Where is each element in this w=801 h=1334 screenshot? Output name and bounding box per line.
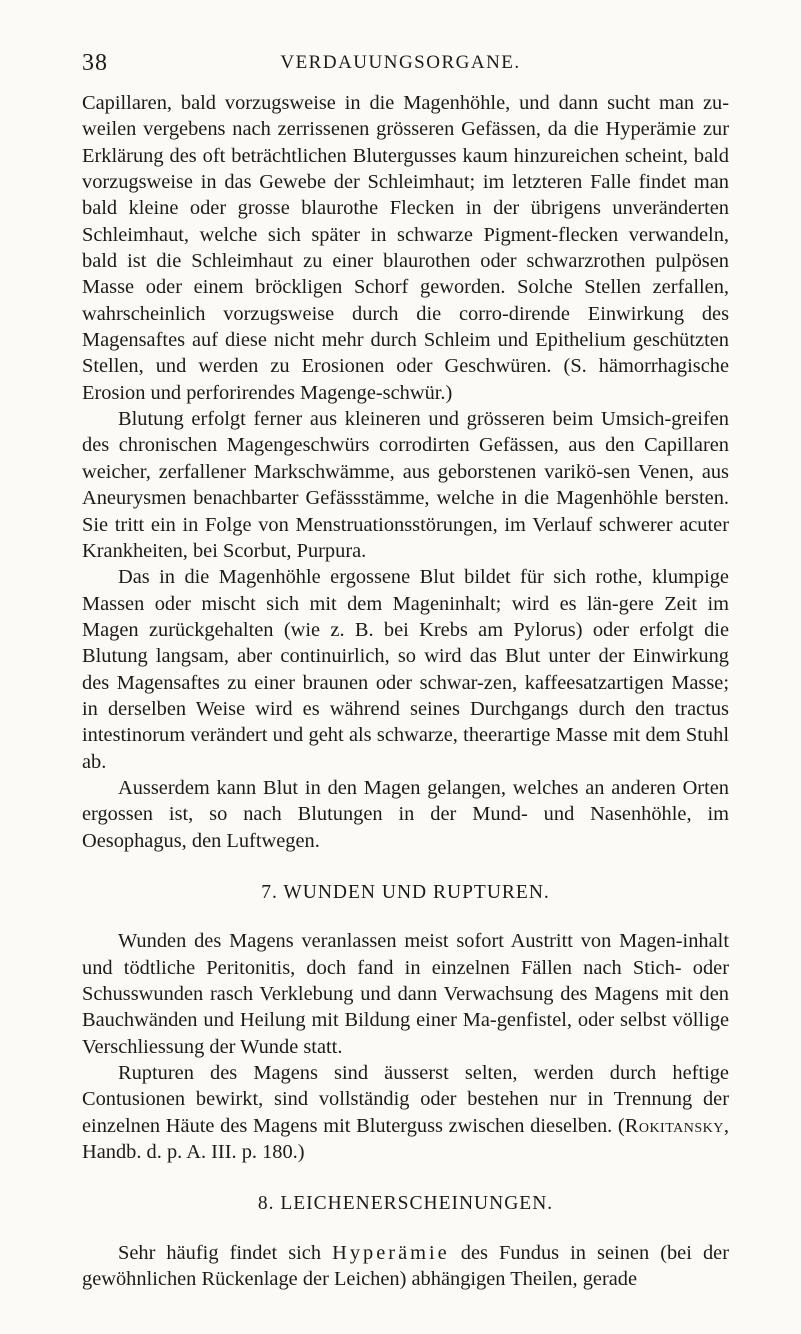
paragraph-ergossenes-blut: Das in die Magenhöhle ergossene Blut bildet für sich rothe, klumpige Massen oder mischt sich mit dem Mageninhalt; wird es län-gere Zeit im Magen zurückgehalten (wie z. B. bei Krebs am Pylorus) oder erfolgt die Blutung langsam, aber continuirlich, so wird das Blut unter der Einwirkung des Magensaftes zu einer braunen oder schwar-zen, kaffeesatzartigen Masse; in derselben Weise wird es während seines Durchgangs durch den tractus intestinorum verändert und geht als schwarze, theerartige Masse mit dem Stuhl ab. [82,566,729,773]
page-body [82,90,729,1292]
paragraph-hyperaemie [82,1240,729,1293]
page-number: 38 [82,50,108,76]
running-title: VERDAUUNGSORGANE. [280,52,521,73]
section-heading-leichenerscheinungen: 8. LEICHENERSCHEINUNGEN. [257,1193,554,1215]
author-name: Rokitansky [624,1114,724,1137]
hyperaemie-rest: des Fundus in seinen (bei der gewöhnlichen Rückenlage der Leichen) abhängigen Theilen, gerade [82,1241,729,1291]
page-header [82,50,719,80]
paragraph-rupturen [82,1060,729,1165]
hyperaemie-term: Hyperämie [332,1241,450,1264]
reference-text: , Handb. d. p. A. III. p. 180.) [82,1114,729,1164]
paragraph-ausserdem: Ausserdem kann Blut in den Magen gelangen, welches an anderen Orten ergossen ist, so nach Blutungen in der Mund- und Nasenhöhle, im Oesophagus, den Luftwegen. [82,776,729,852]
hyperaemie-lead: Sehr häufig findet sich [118,1241,333,1264]
paragraph-blutung: Blutung erfolgt ferner aus kleineren und grösseren beim Umsich-greifen des chronischen Magengeschwürs corrodirten Gefässen, aus den Capillaren weicher, zerfallener Markschwämme, aus geborstenen varikö-sen Venen, aus Aneurysmen benachbarter Gefässstämme, welche in die Magenhöhle bersten. Sie tritt ein in Folge von Menstruationsstörungen, im Verlauf schwerer acuter Krankheiten, bei Scorbut, Purpura. [82,408,729,562]
paragraph-capillaren: Capillaren, bald vorzugsweise in die Magenhöhle, und dann sucht man zu-weilen vergebens nach zerrissenen grösseren Gefässen, da die Hyperämie zur Erklärung des oft beträchtlichen Blutergusses kaum hinzureichen scheint, bald vorzugsweise in das Gewebe der Schleimhaut; im letzteren Falle findet man bald kleine oder grosse blaurothe Flecken in der übrigens unveränderten Schleimhaut, welche sich später in schwarze Pigment-flecken verwandeln, bald ist die Schleimhaut zu einer blaurothen oder schwarzrothen pulpösen Masse oder einem bröckligen Schorf geworden. Solche Stellen zerfallen, wahrscheinlich vorzugsweise durch die corro-dirende Einwirkung des Magensaftes auf diese nicht mehr durch Schleim und Epithelium geschützten Stellen, und werden zu Erosionen oder Geschwüren. (S. hämorrhagische Erosion und perforirendes Magenge-schwür.) [82,92,729,404]
rupturen-text: Rupturen des Magens sind äusserst selten, werden durch heftige Contusionen bewirkt, sind vollständig oder bestehen nur in Trennung der einzelnen Häute des Magens mit Bluterguss zwischen dieselben. ( [82,1062,729,1137]
paragraph-wunden: Wunden des Magens veranlassen meist sofort Austritt von Magen-inhalt und tödtliche Peritonitis, doch fand in einzelnen Fällen nach Stich- oder Schusswunden rasch Verklebung und dann Verwachsung des Magens mit den Bauchwänden und Heilung mit Bildung einer Ma-genfistel, oder selbst völlige Verschliessung der Wunde statt. [82,930,729,1058]
section-heading-wunden: 7. WUNDEN UND RUPTUREN. [261,881,550,903]
